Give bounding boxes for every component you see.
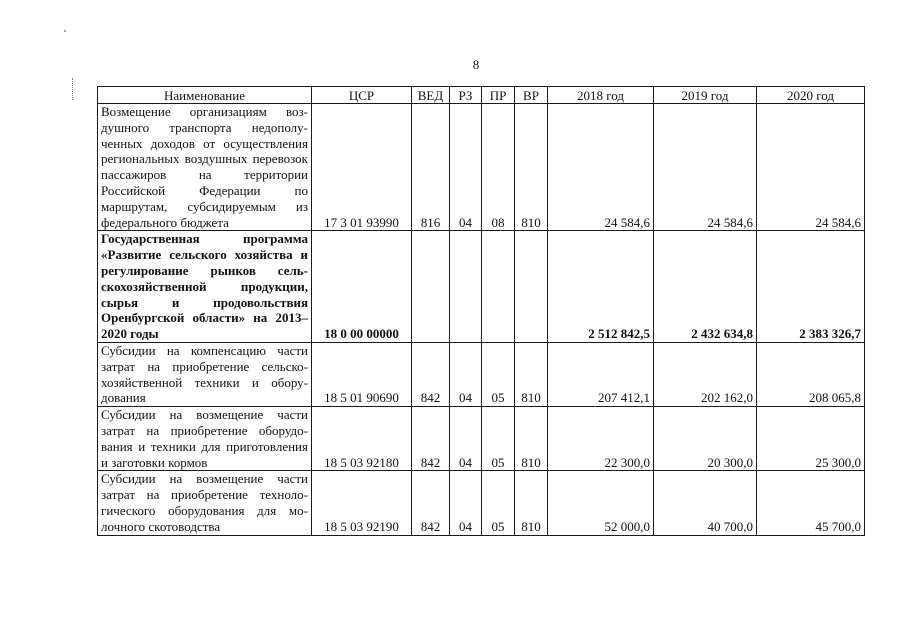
row-csr: 18 5 03 92190 [312,471,412,535]
row-rz: 04 [450,342,482,406]
table-row [98,407,865,471]
row-pr: 05 [482,407,515,471]
row-2020: 24 584,6 [757,104,865,231]
row-2019: 20 300,0 [654,407,757,471]
header-pr: ПР [482,87,515,104]
scan-dot [64,30,66,32]
row-ved: 842 [412,342,450,406]
row-csr: 17 3 01 93990 [312,104,412,231]
row-2019: 40 700,0 [654,471,757,535]
header-row [98,87,865,104]
row-pr: 08 [482,104,515,231]
row-vr: 810 [515,104,548,231]
row-vr: 810 [515,471,548,535]
row-vr: 810 [515,407,548,471]
header-rz: РЗ [450,87,482,104]
row-ved: 842 [412,407,450,471]
budget-table [97,86,865,536]
row-name: Субсидии на возмещение части затрат на приобретение оборудования и техники для приготовления и заготовки кормов [98,407,312,471]
header-ved: ВЕД [412,87,450,104]
row-2019: 24 584,6 [654,104,757,231]
row-ved: 816 [412,104,450,231]
row-2020: 45 700,0 [757,471,865,535]
row-2019: 202 162,0 [654,342,757,406]
table-row [98,104,865,231]
row-pr [482,231,515,343]
row-rz: 04 [450,407,482,471]
row-2020: 208 065,8 [757,342,865,406]
row-2018: 207 412,1 [548,342,654,406]
table-row [98,342,865,406]
row-2020: 25 300,0 [757,407,865,471]
margin-mark [72,78,76,100]
table-row [98,471,865,535]
page-number: 8 [472,57,480,72]
row-csr: 18 5 03 92180 [312,407,412,471]
row-2018: 24 584,6 [548,104,654,231]
row-csr: 18 0 00 00000 [312,231,412,343]
row-vr [515,231,548,343]
row-pr: 05 [482,471,515,535]
row-2019: 2 432 634,8 [654,231,757,343]
row-2020: 2 383 326,7 [757,231,865,343]
row-rz [450,231,482,343]
row-name: Субсидии на возмещение части затрат на приобретение технологического оборудования для молочного скотоводства [98,471,312,535]
row-2018: 52 000,0 [548,471,654,535]
row-vr: 810 [515,342,548,406]
row-pr: 05 [482,342,515,406]
table-row [98,231,865,343]
header-2019: 2019 год [654,87,757,104]
row-2018: 22 300,0 [548,407,654,471]
row-rz: 04 [450,471,482,535]
row-name: Возмещение организациям воздушного транспорта недополученных доходов от осуществления региональных воздушных перевозок пассажиров на территории Российской Федерации по маршрутам, субсидируемым из федерального бюджета [98,104,312,231]
header-2018: 2018 год [548,87,654,104]
row-ved [412,231,450,343]
header-2020: 2020 год [757,87,865,104]
row-name: Государственная программа «Развитие сельского хозяйства и регулирование рынков сельскохозяйственной продукции, сырья и продовольствия Оренбургской области» на 2013–2020 годы [98,231,312,343]
header-vr: ВР [515,87,548,104]
row-csr: 18 5 01 90690 [312,342,412,406]
header-csr: ЦСР [312,87,412,104]
row-ved: 842 [412,471,450,535]
header-name: Наименование [98,87,312,104]
row-name: Субсидии на компенсацию части затрат на приобретение сельскохозяйственной техники и оборудования [98,342,312,406]
row-rz: 04 [450,104,482,231]
row-2018: 2 512 842,5 [548,231,654,343]
